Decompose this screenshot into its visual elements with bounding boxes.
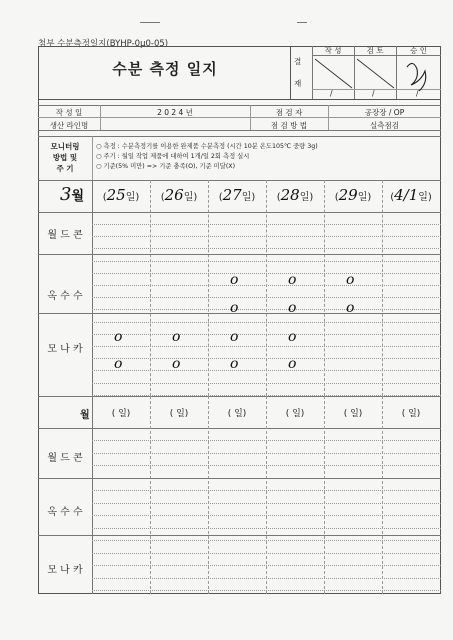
s2-month: 월: [80, 410, 90, 421]
s1-row-line: [92, 322, 441, 323]
s2-day-header: ( 일): [285, 409, 305, 419]
s2-row-line: [92, 453, 441, 454]
s1-header-line: [38, 212, 441, 213]
approval-date-slash-2: /: [372, 89, 375, 98]
moisture-mark: o: [230, 329, 239, 345]
s1-day-header: (4/1일): [390, 186, 432, 204]
s1-day-header: (26일): [160, 186, 198, 204]
moisture-mark: o: [288, 329, 297, 345]
approval-side-label-1: 결: [294, 57, 302, 66]
moisture-mark: o: [172, 356, 181, 372]
approver-signature: [407, 63, 426, 91]
s2-product-wheat: 월 드 콘: [47, 453, 83, 464]
s2-product-line: [38, 535, 441, 536]
moisture-mark: o: [230, 300, 239, 316]
moisture-mark: o: [346, 300, 355, 316]
moisture-mark: o: [230, 356, 239, 372]
s1-product-line: [38, 313, 441, 314]
s1-product-corn: 옥 수 수: [47, 291, 83, 302]
moisture-mark: o: [114, 329, 123, 345]
moisture-mark: o: [230, 272, 239, 288]
s1-row-line: [92, 334, 441, 335]
s2-row-line: [92, 590, 441, 591]
top-page-mark-2: [297, 22, 307, 23]
s1-row-line: [92, 273, 441, 274]
s1-row-line: [92, 224, 441, 225]
grid-left-divider: [92, 180, 93, 594]
monitoring-label: 모니터링 방법 및 주 기: [50, 142, 80, 173]
monitoring-top-line: [38, 136, 441, 137]
s2-row-line: [92, 565, 441, 566]
approval-header-reviewer: 검 토: [366, 46, 384, 55]
form-title: 수분 측정 일지: [112, 60, 218, 78]
s1-col-line: [266, 180, 267, 396]
s1-row-line: [92, 261, 441, 262]
s1-row-line: [92, 297, 441, 298]
moisture-mark: o: [346, 272, 355, 288]
approval-header-approver: 승 인: [410, 46, 427, 55]
moisture-mark: o: [288, 272, 297, 288]
inspector-label: 점 검 자: [275, 108, 303, 117]
s1-col-line: [382, 180, 383, 396]
method-value: 실측점검: [370, 121, 399, 130]
s1-col-line: [150, 180, 151, 396]
top-page-mark: [140, 22, 160, 23]
s2-day-header: ( 일): [343, 409, 363, 419]
moisture-mark: o: [172, 329, 181, 345]
s2-product-corn: 옥 수 수: [47, 507, 83, 518]
s2-day-header: ( 일): [401, 409, 421, 419]
s1-col-line: [324, 180, 325, 396]
s2-day-header: ( 일): [111, 409, 131, 419]
method-label: 점 검 방 법: [270, 121, 308, 130]
title-divider: [290, 46, 291, 99]
s1-row-line: [92, 370, 441, 371]
s1-product-wheat: 월 드 콘: [47, 230, 83, 241]
s1-product-line: [38, 254, 441, 255]
monitoring-line-criteria: ○ 기준(5% 미만) => 기준 충족(O), 기준 미달(X): [96, 163, 236, 170]
monitoring-description: [96, 142, 318, 172]
s2-row-line: [92, 528, 441, 529]
monitoring-bottom-line: [38, 180, 441, 181]
s2-row-line: [92, 440, 441, 441]
line-label: 생산 라인명: [49, 121, 89, 130]
s1-row-line: [92, 383, 441, 384]
date-value: 2 0 2 4 년: [157, 108, 193, 117]
s2-row-line: [92, 465, 441, 466]
s1-row-line: [92, 309, 441, 310]
s1-row-line: [92, 248, 441, 249]
s1-col-line: [208, 180, 209, 396]
s1-row-line: [92, 358, 441, 359]
s2-row-line: [92, 503, 441, 504]
s2-row-line: [92, 578, 441, 579]
s1-row-line: [92, 236, 441, 237]
s2-row-line: [92, 490, 441, 491]
approval-date-slash-1: /: [330, 89, 333, 98]
inspector-value: 공장장 / OP: [364, 108, 405, 117]
s2-header-line: [38, 428, 441, 429]
s2-day-header: ( 일): [169, 409, 189, 419]
header-bottom-line: [38, 99, 441, 100]
s1-day-header: (29일): [334, 186, 372, 204]
s2-row-line: [92, 515, 441, 516]
s1-day-header: (25일): [102, 186, 140, 204]
s1-month: 3월: [60, 184, 85, 205]
monitoring-line-cycle: ○ 주기 : 월일 작업 제품에 대하여 1개/일 2회 측정 실시: [96, 153, 250, 160]
s2-product-monaka: 모 나 카: [47, 565, 83, 576]
s1-bottom-line: [38, 396, 441, 397]
s2-row-line: [92, 540, 441, 541]
s1-row-line: [92, 346, 441, 347]
s2-day-header: ( 일): [227, 409, 247, 419]
s1-row-line: [92, 285, 441, 286]
s1-row-line: [92, 395, 441, 396]
attachment-reference: 첨부 수분측정일지(BYHP-0μ0-05): [38, 39, 169, 49]
moisture-mark: o: [288, 300, 297, 316]
s1-product-monaka: 모 나 카: [47, 344, 83, 355]
approval-side-label-2: 재: [294, 79, 302, 88]
date-label: 작 성 일: [55, 108, 83, 117]
monitoring-line-measure: ○ 측정 : 수분측정기를 이용한 완제품 수분측정 (시간 10분 온도105℃ 중량 3g): [96, 143, 318, 150]
moisture-mark: o: [288, 356, 297, 372]
s1-day-header: (27일): [218, 186, 256, 204]
approval-header-writer: 작 성: [324, 46, 342, 55]
s2-row-line: [92, 553, 441, 554]
approval-date-slash-3: /: [416, 89, 419, 98]
s1-day-header: (28일): [276, 186, 314, 204]
info-top-line: [38, 105, 441, 106]
moisture-mark: o: [114, 356, 123, 372]
monitoring-divider: [92, 136, 93, 180]
s2-product-line: [38, 478, 441, 479]
